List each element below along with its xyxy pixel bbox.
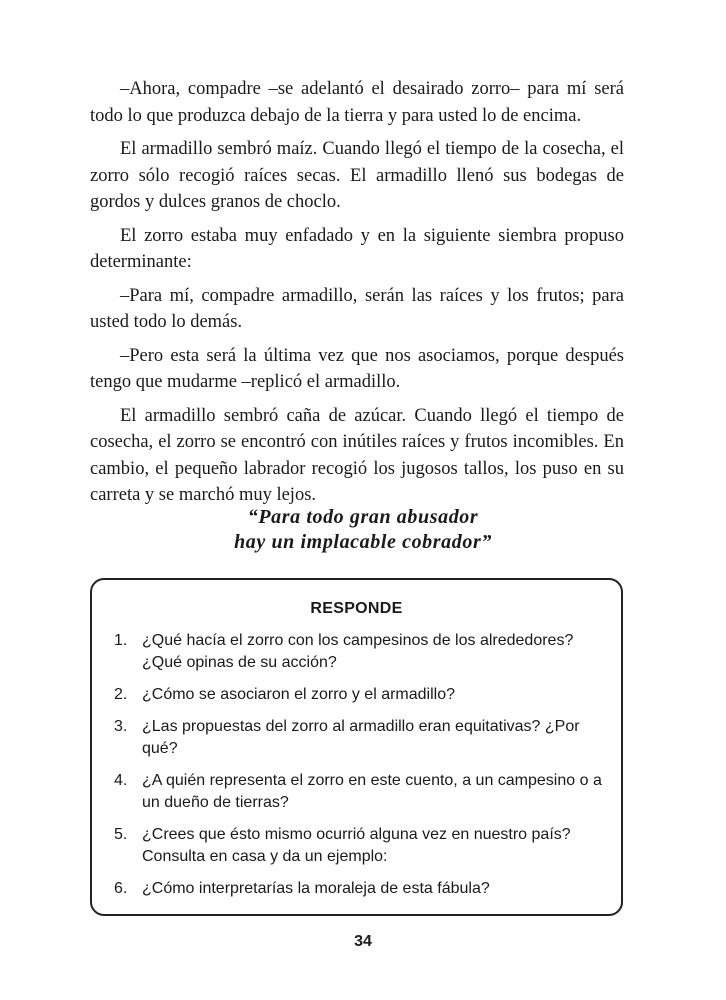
story-paragraph: El zorro estaba muy enfadado y en la siguiente siembra propuso determinante: bbox=[90, 225, 624, 272]
story-paragraph: –Pero esta será la última vez que nos asociamos, porque después tengo que mudarme –replicó el armadillo. bbox=[90, 345, 624, 392]
questions-list bbox=[114, 630, 611, 910]
question-text: ¿Las propuestas del zorro al armadillo eran equitativas? ¿Por qué? bbox=[142, 718, 580, 757]
moral-line-1: “Para todo gran abusador bbox=[247, 506, 479, 528]
question-number: 6. bbox=[114, 880, 128, 897]
story-paragraph: El armadillo sembró caña de azúcar. Cuando llegó el tiempo de cosecha, el zorro se encontró con inútiles raíces y frutos incomibles. En cambio, el pequeño labrador recogió los jugosos tallos, los puso en su carreta y se marchó muy lejos. bbox=[90, 405, 624, 505]
story-paragraph: El armadillo sembró maíz. Cuando llegó el tiempo de la cosecha, el zorro sólo recogió raíces secas. El armadillo llenó sus bodegas de gordos y dulces granos de choclo. bbox=[90, 139, 624, 212]
question-number: 4. bbox=[114, 772, 128, 789]
story-text bbox=[90, 76, 624, 516]
question-number: 3. bbox=[114, 718, 128, 735]
moral-line-2: hay un implacable cobrador” bbox=[234, 531, 492, 553]
question-text: ¿Qué hacía el zorro con los campesinos de los alrededores? ¿Qué opinas de su acción? bbox=[142, 632, 574, 671]
question-text: ¿Crees que ésto mismo ocurrió alguna vez en nuestro país? Consulta en casa y da un ejemplo: bbox=[142, 826, 571, 865]
questions-box bbox=[90, 578, 623, 916]
questions-title: RESPONDE bbox=[310, 600, 403, 617]
moral-quote bbox=[150, 505, 576, 555]
page-number: 34 bbox=[354, 933, 372, 950]
question-item bbox=[114, 770, 611, 814]
question-number: 5. bbox=[114, 826, 128, 843]
question-item bbox=[114, 824, 611, 868]
question-number: 1. bbox=[114, 632, 128, 649]
question-text: ¿Cómo se asociaron el zorro y el armadillo? bbox=[142, 686, 456, 703]
story-paragraph: –Ahora, compadre –se adelantó el desairado zorro– para mí será todo lo que produzca debajo de la tierra y para usted lo de encima. bbox=[90, 79, 624, 126]
question-text: ¿Cómo interpretarías la moraleja de esta fábula? bbox=[142, 880, 490, 897]
question-item bbox=[114, 630, 611, 674]
question-number: 2. bbox=[114, 686, 128, 703]
question-item bbox=[114, 716, 611, 760]
question-text: ¿A quién representa el zorro en este cuento, a un campesino o a un dueño de tierras? bbox=[142, 772, 602, 811]
question-item bbox=[114, 684, 611, 706]
question-item bbox=[114, 878, 611, 900]
story-paragraph: –Para mí, compadre armadillo, serán las raíces y los frutos; para usted todo lo demás. bbox=[90, 285, 624, 332]
